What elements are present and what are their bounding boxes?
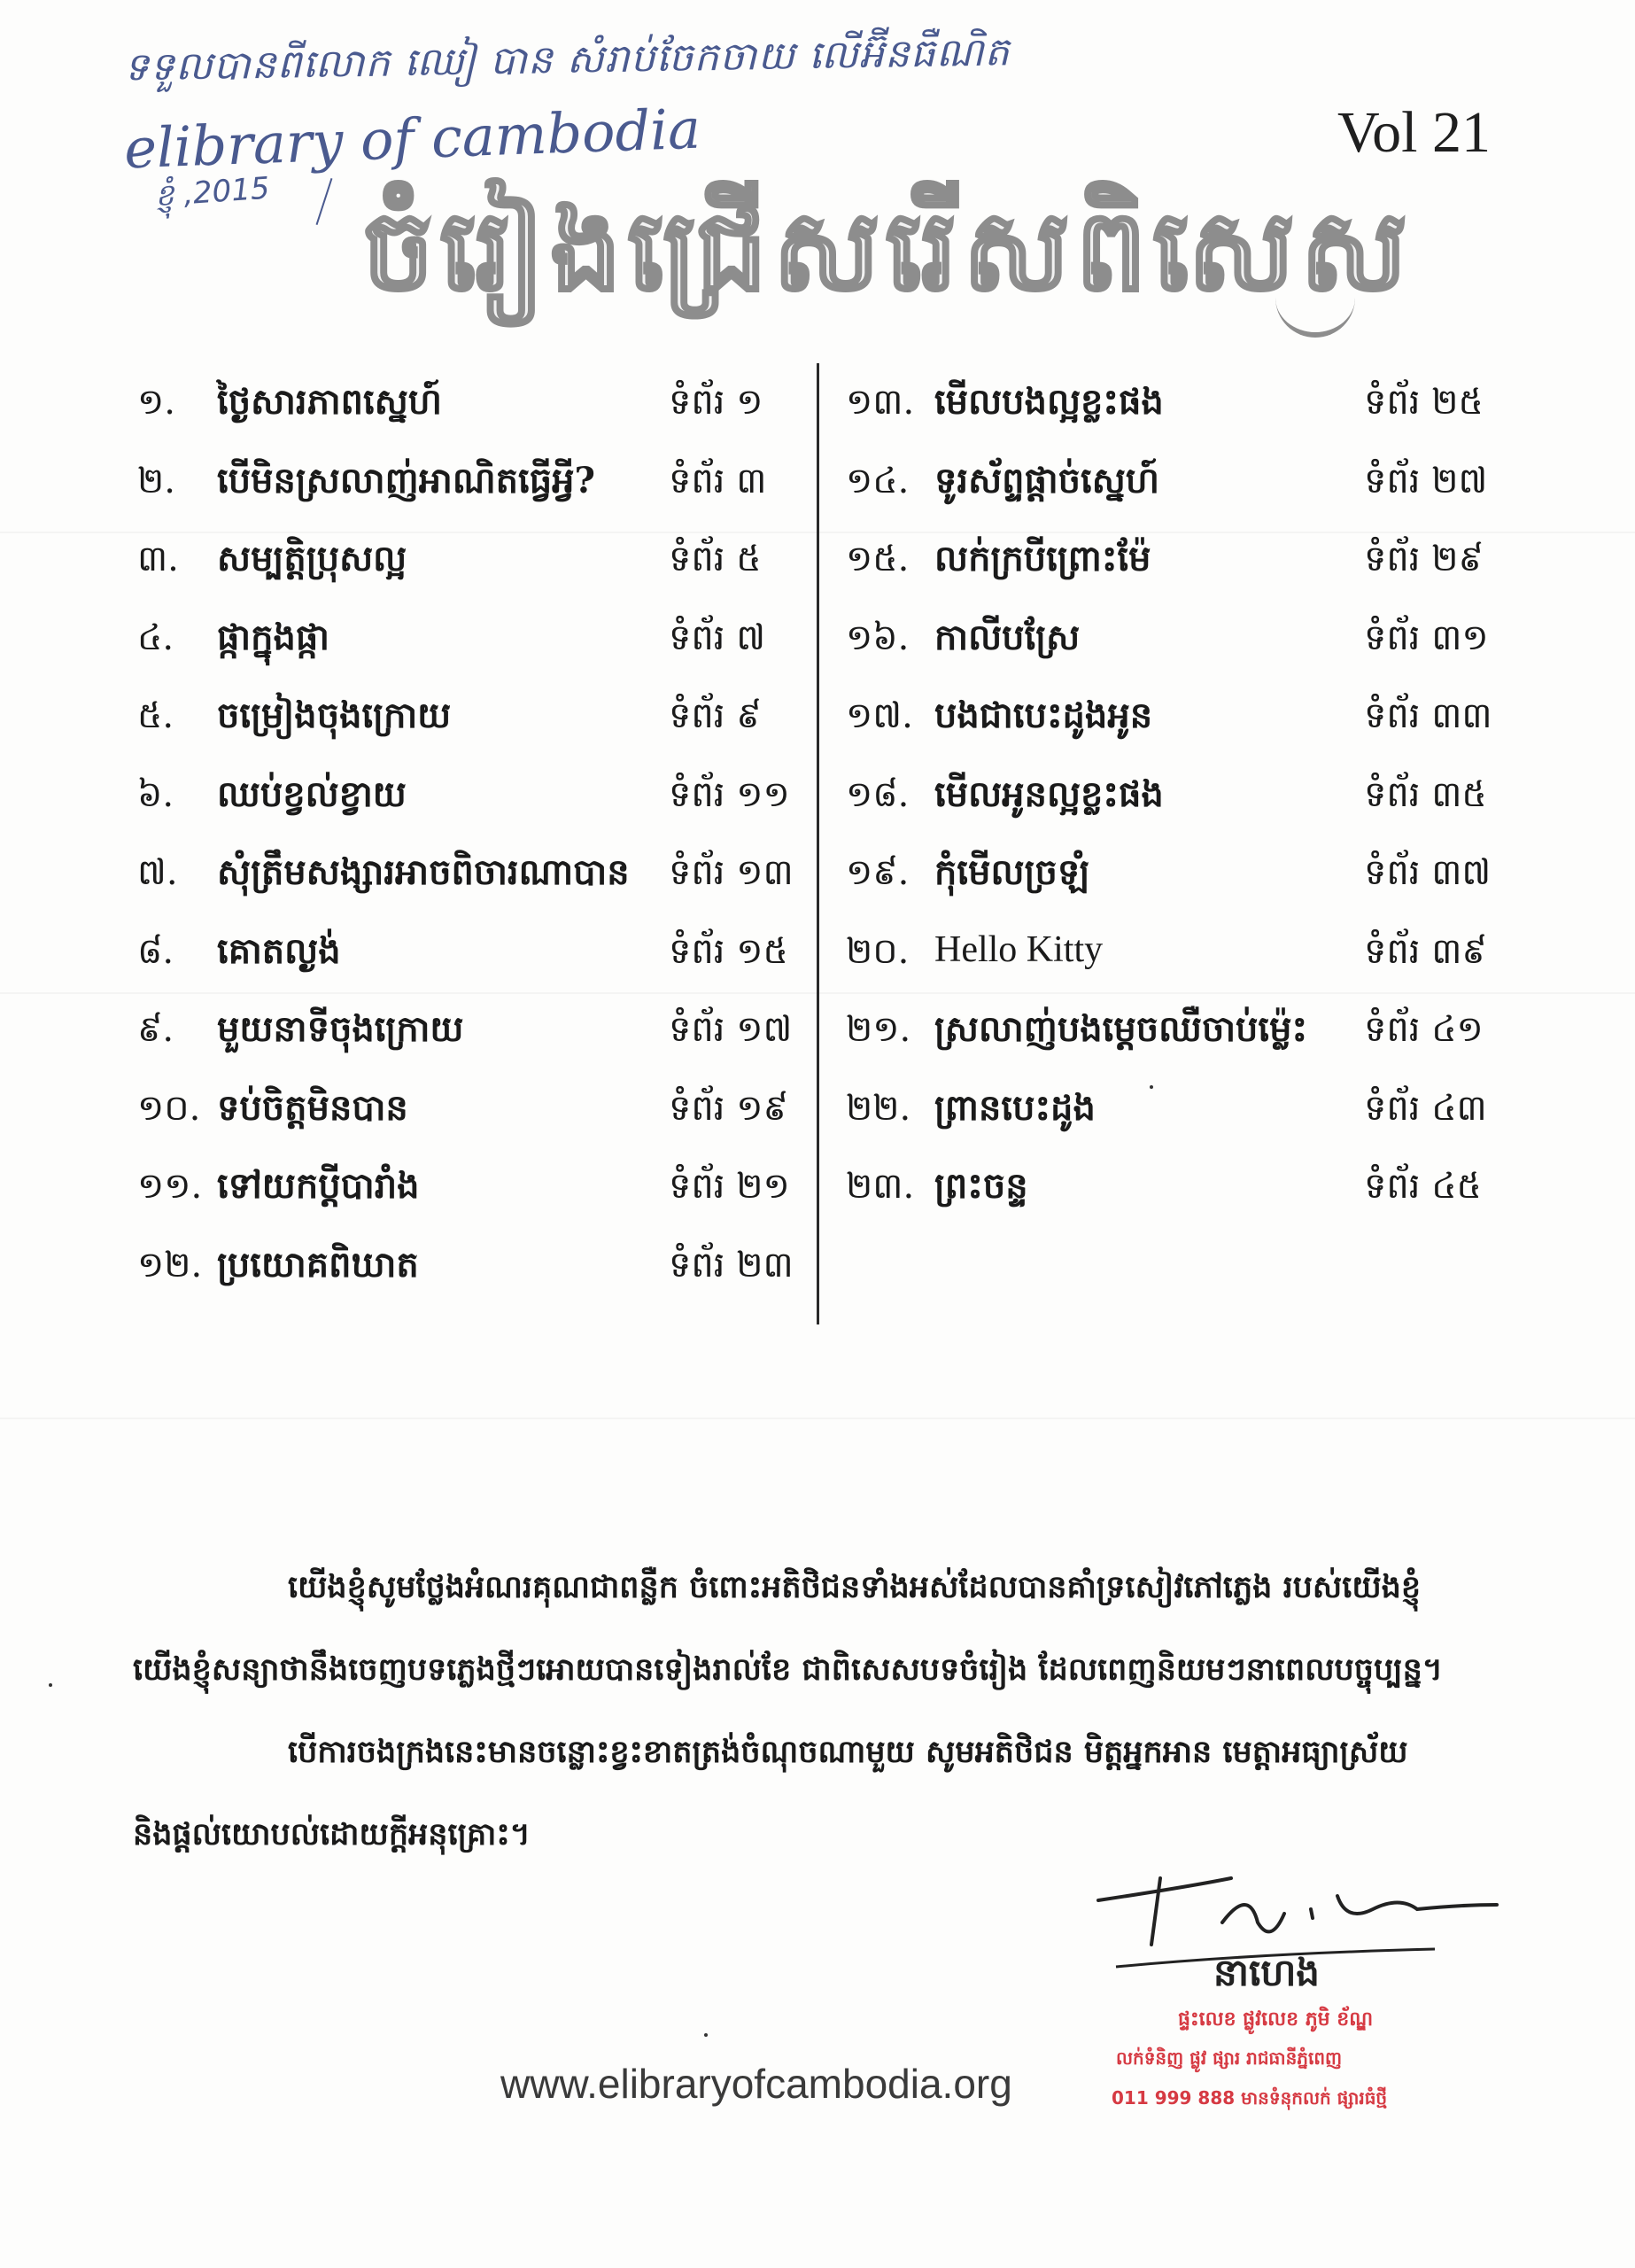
page-title: ចំរៀងជ្រើសរើសពិសេស: [363, 187, 1414, 315]
apology-line-1: បើការចងក្រងនេះមានចន្លោះខ្វះខាតត្រង់ចំណុចណាមួយ សូមអតិថិជន មិត្តអ្នកអាន មេត្តាអធ្យាស្រ័យ: [288, 1734, 1408, 1770]
toc-page-number: ៣៩: [1431, 930, 1487, 972]
toc-page-number: ១១: [736, 773, 790, 815]
toc-entry-page: [1364, 772, 1487, 824]
toc-page-number: ៤៥: [1431, 1166, 1482, 1207]
toc-entry-number: ១៣.: [846, 382, 915, 423]
toc-page-number: ៣៧: [1431, 852, 1492, 893]
toc-entry-title: ចម្រៀងចុងក្រោយ: [217, 695, 452, 736]
toc-entry: [137, 1085, 788, 1164]
toc-page-number: ៩: [736, 695, 762, 736]
toc-page-prefix: ទំព័រ: [669, 460, 725, 501]
apology-line-2: និងផ្ដល់យោបល់ដោយក្ដីអនុគ្រោះ។: [133, 1816, 531, 1852]
toc-entry-number: ១២.: [137, 1244, 203, 1285]
toc-entry: [137, 1006, 793, 1085]
toc-column-right: [846, 379, 1492, 1242]
toc-page-prefix: ទំព័រ: [1364, 1166, 1421, 1207]
toc-entry: [846, 928, 1492, 1007]
toc-page-number: ៤១: [1431, 1009, 1484, 1050]
toc-entry-page: [669, 1242, 794, 1294]
toc-entry-title: ព្រានបេះដូង: [934, 1086, 1096, 1129]
toc-page-prefix: ទំព័រ: [1364, 930, 1421, 972]
toc-entry-number: ៦.: [137, 773, 174, 815]
scan-speck: [1150, 1085, 1153, 1089]
signature-name: នាហេង: [1213, 1951, 1320, 1994]
toc-entry-page: [1364, 379, 1484, 431]
toc-entry-title: ទូរស័ព្ទផ្ដាច់ស្នេហ៍: [934, 459, 1159, 501]
toc-page-prefix: ទំព័រ: [669, 1087, 725, 1129]
toc-entry-page: [669, 850, 794, 902]
toc-page-number: ១៩: [736, 1087, 788, 1129]
toc-entry: [846, 850, 1492, 928]
toc-page-prefix: ទំព័រ: [669, 852, 725, 893]
toc-entry-number: ២០.: [846, 930, 910, 972]
toc-entry: [137, 1242, 794, 1321]
toc-entry-page: [669, 615, 765, 667]
toc-page-prefix: ទំព័រ: [669, 773, 725, 815]
toc-page-prefix: ទំព័រ: [669, 930, 725, 972]
toc-entry-page: [1364, 1085, 1487, 1138]
toc-entry-page: [669, 928, 788, 981]
toc-page-prefix: ទំព័រ: [1364, 460, 1421, 501]
toc-entry-number: ១៩.: [846, 852, 910, 893]
toc-entry-page: [669, 1006, 792, 1059]
toc-page-prefix: ទំព័រ: [1364, 773, 1421, 815]
toc-page-number: ១: [736, 382, 763, 423]
toc-page-prefix: ទំព័រ: [1364, 617, 1421, 658]
toc-page-prefix: ទំព័រ: [669, 1009, 725, 1050]
apology-paragraph: [133, 1711, 1506, 1876]
scan-speck: [704, 2033, 708, 2037]
toc-page-number: ៣៣: [1431, 695, 1492, 736]
toc-entry-number: ៩.: [137, 1009, 174, 1050]
toc-entry-page: [1364, 928, 1487, 981]
toc-entry: [846, 536, 1492, 615]
toc-entry-page: [1364, 615, 1489, 667]
toc-entry: [137, 928, 788, 1007]
toc-entry-page: [669, 693, 762, 745]
toc-entry-number: ១.: [137, 382, 175, 423]
toc-page-number: ២៥: [1431, 382, 1484, 423]
toc-entry-title: ប្រយោគពិឃាត: [217, 1243, 419, 1285]
toc-column-left: [137, 379, 794, 1320]
toc-page-number: ៤៣: [1431, 1087, 1487, 1129]
toc-entry-page: [1364, 458, 1487, 510]
toc-page-number: ១៧: [736, 1009, 793, 1050]
toc-entry-page: [1364, 1006, 1484, 1059]
thanks-line-2: យើងខ្ញុំសន្យាថានឹងចេញបទភ្លេងថ្មីៗអោយបានទៀងរាល់ខែ ជាពិសេសបទចំរៀង ដែលពេញនិយមៗនាពេលបច្ចុប្បន្ន។: [133, 1651, 1443, 1688]
handwritten-note-khmer: ទទួលបានពីលោក ឈៀ បាន សំរាប់ចែកចាយ លើអ៊ីនធឺណិត: [123, 29, 1011, 90]
toc-entry: [846, 458, 1492, 537]
toc-entry-page: [669, 1163, 790, 1216]
toc-page-prefix: ទំព័រ: [669, 1244, 725, 1285]
toc-entry-title: ស្រលាញ់បងម្ដេចឈឺចាប់ម្ល៉េះ: [934, 1008, 1308, 1050]
toc-entry-number: ៣.: [137, 539, 179, 579]
stamp-line-3: 011 999 888 មានទំនុកលក់ ផ្សារធំថ្មី: [1112, 2087, 1388, 2109]
toc-page-prefix: ទំព័រ: [669, 617, 725, 658]
toc-entry: [137, 458, 784, 537]
toc-page-number: ៣៥: [1431, 773, 1487, 815]
toc-page-prefix: ទំព័រ: [1364, 852, 1421, 893]
thanks-line-1: យើងខ្ញុំសូមថ្លែងអំណរគុណជាពន្លឺក ចំពោះអតិថិជនទាំងអស់ដែលបានគាំទ្រសៀវភៅភ្លេង របស់យើងខ្ញុំ: [288, 1569, 1422, 1605]
toc-entry-number: ៤.: [137, 617, 174, 658]
toc-entry-number: ២១.: [846, 1009, 911, 1050]
handwritten-note-library: elibrary of cambodia: [122, 96, 702, 182]
toc-entry-title: មើលអូនល្អខ្លះផង: [934, 773, 1164, 815]
toc-page-number: ៥: [736, 539, 762, 579]
toc-entry-title: សុំត្រឹមសង្សារអាចពិចារណាបាន: [217, 851, 630, 893]
toc-page-number: ២៧: [1431, 460, 1488, 501]
toc-entry-title: កាលីបស្រែ: [934, 616, 1081, 658]
toc-page-number: ៣១: [1431, 617, 1489, 658]
toc-entry: [137, 536, 784, 615]
toc-page-prefix: ទំព័រ: [669, 1166, 725, 1207]
scan-line: [0, 1418, 1635, 1419]
toc-entry-title: គោតល្ងង់: [217, 929, 341, 972]
toc-page-prefix: ទំព័រ: [1364, 382, 1421, 423]
toc-page-number: ២៣: [736, 1244, 794, 1285]
toc-entry-number: ២២.: [846, 1087, 911, 1129]
toc-entry-title: បើមិនស្រលាញ់អាណិតធ្វើអ្វី?: [217, 459, 595, 501]
scan-speck: [49, 1683, 52, 1687]
toc-page-number: ១៣: [736, 852, 794, 893]
toc-page-number: ២៩: [1431, 539, 1484, 579]
toc-page-number: ៣: [736, 460, 767, 501]
toc-entry-title: លក់ក្របីព្រោះម៉ែ: [934, 538, 1151, 579]
toc-entry: [846, 772, 1492, 850]
toc-entry-number: ២៣.: [846, 1166, 915, 1207]
toc-page-prefix: ទំព័រ: [669, 539, 725, 579]
toc-entry-number: ១៦.: [846, 617, 910, 658]
toc-entry: [137, 379, 784, 458]
handwritten-note-date: ខ្ញុំ ,2015: [153, 170, 271, 214]
toc-entry-page: [1364, 1163, 1482, 1216]
toc-page-prefix: ទំព័រ: [1364, 695, 1421, 736]
toc-entry-number: ១៤.: [846, 460, 910, 501]
toc-entry-page: [1364, 693, 1492, 745]
toc-entry-title: បងជាបេះដូងអូន: [934, 695, 1153, 736]
toc-entry-page: [669, 458, 766, 510]
toc-entry: [846, 1006, 1492, 1085]
toc-entry-number: ១០.: [137, 1087, 201, 1129]
stamp-line-2: លក់ទំនិញ ផ្លូវ ផ្សារ រាជធានីភ្នំពេញ: [1116, 2047, 1343, 2069]
toc-entry-title: ទៅយកប្ដីបារាំង: [217, 1165, 420, 1207]
toc-entry-page: [669, 536, 762, 588]
toc-page-prefix: ទំព័រ: [1364, 539, 1421, 579]
toc-entry: [846, 615, 1492, 694]
toc-entry: [137, 772, 790, 850]
toc-entry: [846, 1163, 1492, 1242]
toc-page-number: ១៥: [736, 930, 788, 972]
toc-entry-number: ១៥.: [846, 539, 910, 579]
toc-entry: [846, 1085, 1492, 1164]
toc-entry-page: [1364, 850, 1491, 902]
thanks-paragraph: [133, 1546, 1506, 1711]
toc-entry-number: ៧.: [137, 852, 178, 893]
handwritten-mark: [316, 178, 333, 225]
toc-entry-number: ១៨.: [846, 773, 910, 815]
toc-entry-title: សម្បត្តិប្រុសល្អ: [217, 538, 407, 579]
toc-entry: [137, 1163, 790, 1242]
toc-page-prefix: ទំព័រ: [669, 695, 725, 736]
toc-entry-number: ១១.: [137, 1166, 203, 1207]
toc-page-prefix: ទំព័រ: [1364, 1087, 1421, 1129]
toc-entry-title: ឈប់ខ្វល់ខ្វាយ: [217, 773, 407, 815]
toc-divider: [817, 363, 819, 1324]
toc-entry-title: ថ្ងៃសារភាពស្នេហ៍: [217, 381, 442, 423]
toc-page-prefix: ទំព័រ: [669, 382, 725, 423]
toc-entry-title: មើលបងល្អខ្លះផង: [934, 381, 1164, 423]
toc-entry-number: ៨.: [137, 930, 174, 972]
toc-entry: [137, 693, 784, 772]
toc-entry-title: មួយនាទីចុងក្រោយ: [217, 1008, 464, 1050]
toc-entry-page: [669, 379, 763, 431]
toc-page-prefix: ទំព័រ: [1364, 1009, 1421, 1050]
toc-entry-title: Hello Kitty: [934, 928, 1104, 970]
toc-page-number: ៧: [736, 617, 766, 658]
toc-entry-title: ព្រះចន្ទ: [934, 1165, 1028, 1207]
toc-entry-page: [669, 1085, 788, 1138]
toc-entry-number: ៥.: [137, 695, 174, 736]
toc-entry-page: [669, 772, 790, 824]
toc-entry: [846, 379, 1492, 458]
toc-entry: [137, 850, 794, 928]
toc-entry-title: កុំមើលច្រឡំ: [934, 851, 1089, 893]
toc-entry-number: ១៧.: [846, 695, 913, 736]
toc-entry-page: [1364, 536, 1484, 588]
toc-entry-title: ផ្កាក្នុងផ្កា: [217, 616, 329, 658]
stamp-line-1: ផ្ទះលេខ ផ្លូវលេខ ភូមិ ខ័ណ្ឌ: [1178, 2008, 1374, 2031]
toc-entry: [137, 615, 784, 694]
toc-entry-title: ទប់ចិត្តមិនបាន: [217, 1086, 408, 1129]
toc-entry-number: ២.: [137, 460, 175, 501]
toc-entry: [846, 693, 1492, 772]
toc-page-number: ២១: [736, 1166, 790, 1207]
footer-url: www.elibraryofcambodia.org: [500, 2061, 1012, 2107]
volume-label: Vol 21: [1337, 100, 1491, 165]
